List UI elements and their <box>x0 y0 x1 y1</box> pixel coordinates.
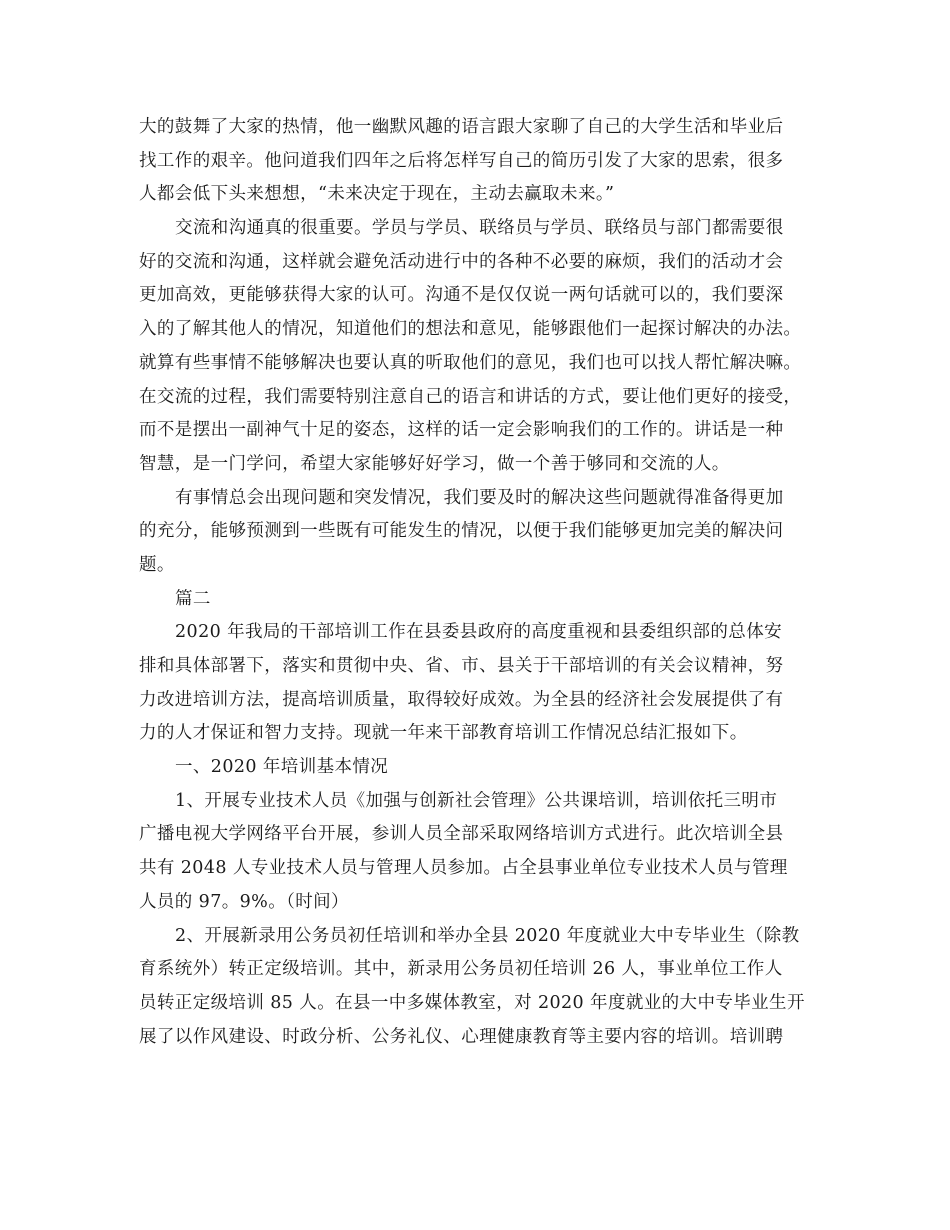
text-line: 员转正定级培训 85 人。在县一中多媒体教室，对 2020 年度就业的大中专毕业生开 <box>139 992 805 1013</box>
text-line: 排和具体部署下，落实和贯彻中央、省、市、县关于干部培训的有关会议精神，努 <box>139 656 784 676</box>
text-line: 人都会低下头来想想，“未来决定于现在，主动去赢取未来。” <box>139 184 615 205</box>
text-line: 在交流的过程，我们需要特别注意自己的语言和讲话的方式，要让他们更好的接受， <box>139 386 802 407</box>
text-line: 大的鼓舞了大家的热情，他一幽默风趣的语言跟大家聊了自己的大学生活和毕业后 <box>139 117 784 137</box>
text-line: 找工作的艰辛。他问道我们四年之后将怎样写自己的简历引发了大家的思索，很多 <box>139 150 784 171</box>
text-line: 1、开展专业技术人员《加强与创新社会管理》公共课培训，培训依托三明市 <box>175 790 778 811</box>
text-line: 有事情总会出现问题和突发情况，我们要及时的解决这些问题就得准备得更加 <box>175 487 784 508</box>
text-line: 力改进培训方法，提高培训质量，取得较好成效。为全县的经济社会发展提供了有 <box>139 689 784 710</box>
text-line: 人员的 97。9%。（时间） <box>139 891 349 912</box>
text-line: 力的人才保证和智力支持。现就一年来干部教育培训工作情况总结汇报如下。 <box>139 723 748 744</box>
text-line: 展了以作风建设、时政分析、公务礼仪、心理健康教育等主要内容的培训。培训聘 <box>139 1026 784 1047</box>
text-line: 好的交流和沟通，这样就会避免活动进行中的各种不必要的麻烦，我们的活动才会 <box>139 251 784 272</box>
text-line: 篇二 <box>175 588 211 609</box>
text-line: 更加高效，更能够获得大家的认可。沟通不是仅仅说一两句话就可以的，我们要深 <box>139 285 784 306</box>
text-line: 就算有些事情不能够解决也要认真的听取他们的意见，我们也可以找人帮忙解决嘛。 <box>139 352 802 373</box>
text-line: 2、开展新录用公务员初任培训和举办全县 2020 年度就业大中专毕业生（除教 <box>175 925 800 946</box>
text-line: 2020 年我局的干部培训工作在县委县政府的高度重视和县委组织部的总体安 <box>175 622 782 643</box>
text-line: 智慧，是一门学问，希望大家能够好好学习，做一个善于够同和交流的人。 <box>139 453 730 474</box>
text-line: 交流和沟通真的很重要。学员与学员、联络员与学员、联络员与部门都需要很 <box>175 218 784 239</box>
text-line: 而不是摆出一副神气十足的姿态，这样的话一定会影响我们的工作的。讲话是一种 <box>139 420 784 441</box>
text-line: 广播电视大学网络平台开展，参训人员全部采取网络培训方式进行。此次培训全县 <box>139 824 784 845</box>
text-line: 共有 2048 人专业技术人员与管理人员参加。占全县事业单位专业技术人员与管理 <box>139 858 788 879</box>
text-line: 的充分，能够预测到一些既有可能发生的情况，以便于我们能够更加完美的解决问 <box>139 521 784 542</box>
text-line: 入的了解其他人的情况，知道他们的想法和意见，能够跟他们一起探讨解决的办法。 <box>139 319 802 340</box>
document-body <box>139 111 821 1054</box>
text-line: 题。 <box>139 554 175 575</box>
text-line: 一、2020 年培训基本情况 <box>175 757 389 778</box>
text-line: 育系统外）转正定级培训。其中，新录用公务员初任培训 26 人，事业单位工作人 <box>139 959 783 980</box>
